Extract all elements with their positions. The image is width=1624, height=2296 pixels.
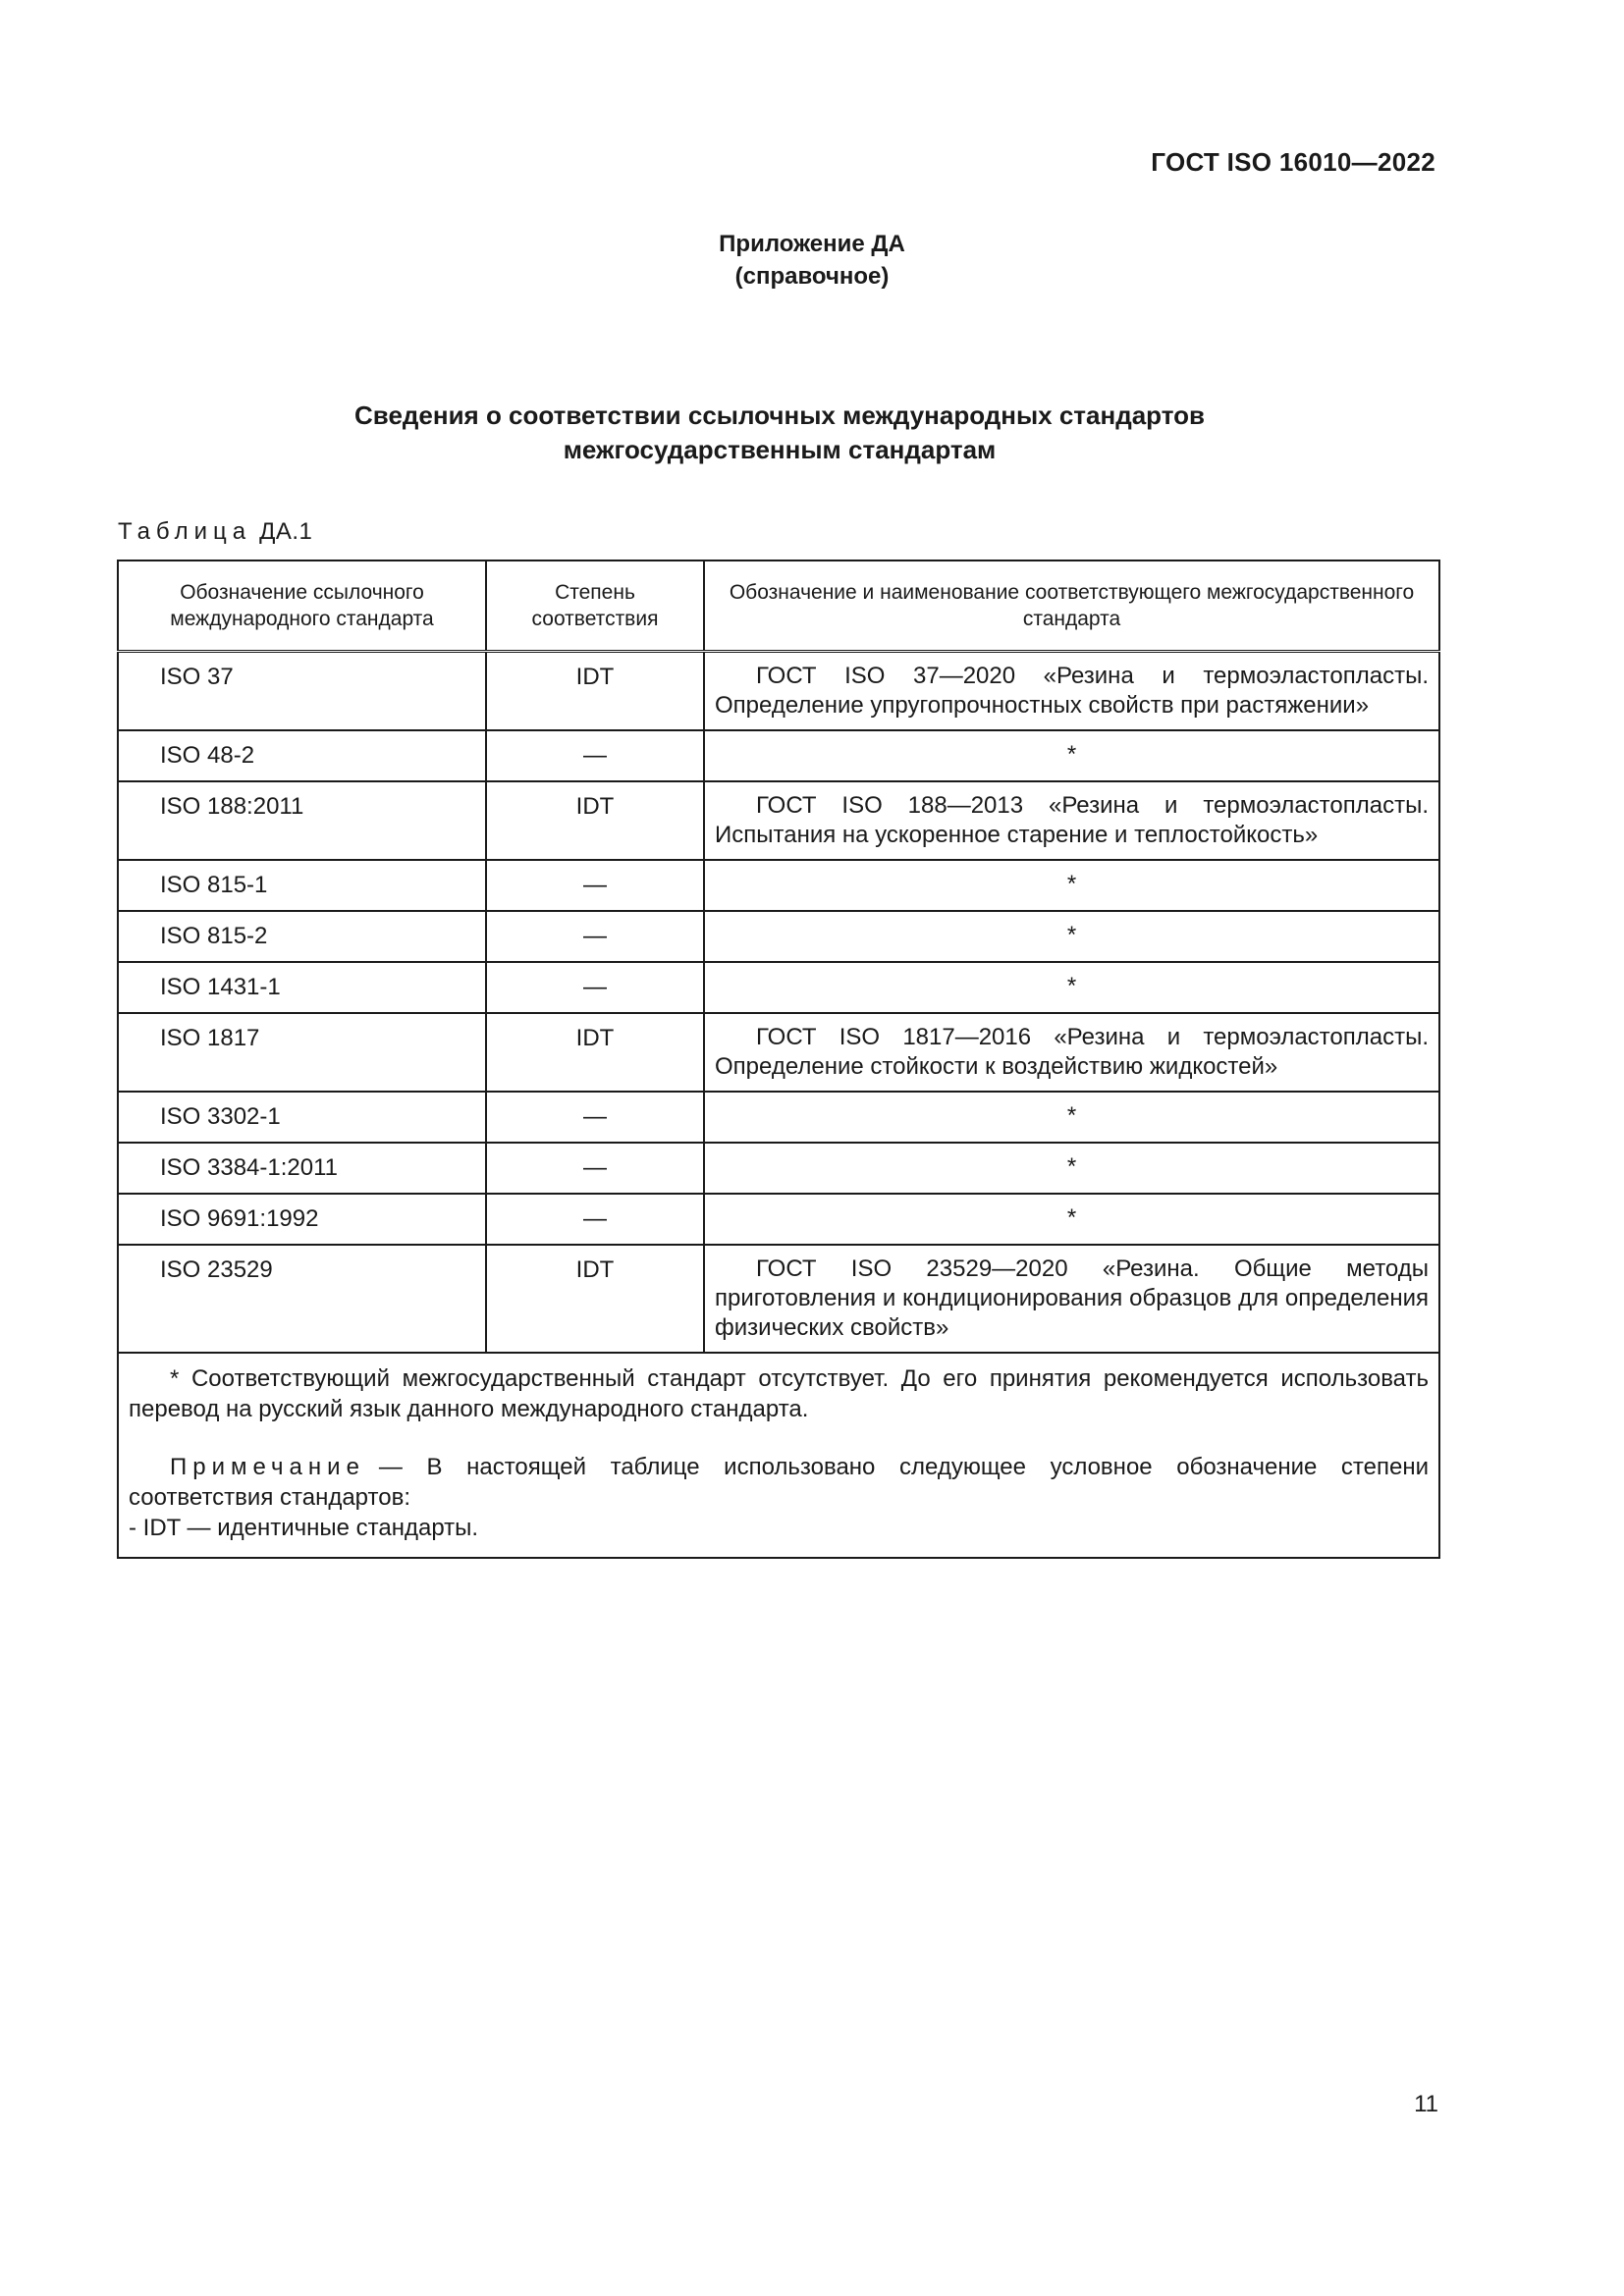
degree-cell: — bbox=[486, 1143, 704, 1194]
table-row bbox=[118, 1013, 1439, 1092]
gost-cell bbox=[704, 1013, 1439, 1092]
table-row bbox=[118, 1092, 1439, 1143]
appendix-kind: (справочное) bbox=[734, 263, 890, 290]
degree-cell: — bbox=[486, 1092, 704, 1143]
standard-code-header: ГОСТ ISO 16010—2022 bbox=[1151, 147, 1435, 177]
table-row bbox=[118, 1143, 1439, 1194]
note-paragraph bbox=[129, 1452, 1429, 1513]
note-text: — В настоящей таблице использовано следующее условное обозначение степени соответствия стандартов: bbox=[129, 1454, 1429, 1511]
header-iso-designation: Обозначение ссылочного международного стандарта bbox=[118, 561, 486, 652]
iso-cell: ISO 815-2 bbox=[118, 911, 486, 962]
gost-cell: * bbox=[704, 730, 1439, 781]
iso-cell: ISO 3302-1 bbox=[118, 1092, 486, 1143]
table-row bbox=[118, 1194, 1439, 1245]
gost-cell bbox=[704, 652, 1439, 731]
gost-cell: * bbox=[704, 1194, 1439, 1245]
iso-cell: ISO 48-2 bbox=[118, 730, 486, 781]
iso-cell: ISO 37 bbox=[118, 652, 486, 731]
iso-cell: ISO 23529 bbox=[118, 1245, 486, 1353]
degree-cell: IDT bbox=[486, 781, 704, 860]
table-row bbox=[118, 962, 1439, 1013]
gost-text: ГОСТ ISO 188—2013 «Резина и термоэластопласты. Испытания на ускоренное старение и теплостойкость» bbox=[715, 792, 1429, 848]
gost-cell: * bbox=[704, 1092, 1439, 1143]
table-row bbox=[118, 730, 1439, 781]
table-row bbox=[118, 860, 1439, 911]
iso-cell: ISO 9691:1992 bbox=[118, 1194, 486, 1245]
gost-text: ГОСТ ISO 37—2020 «Резина и термоэластопласты. Определение упругопрочностных свойств при растяжении» bbox=[715, 663, 1429, 719]
gost-cell: * bbox=[704, 860, 1439, 911]
header-degree-of-conformity: Степень соответствия bbox=[486, 561, 704, 652]
table-caption-word: Таблица bbox=[118, 518, 252, 545]
gost-cell: * bbox=[704, 911, 1439, 962]
gost-cell: * bbox=[704, 962, 1439, 1013]
gost-text: ГОСТ ISO 23529—2020 «Резина. Общие методы приготовления и кондиционирования образцов для определения физических свойств» bbox=[715, 1255, 1429, 1341]
iso-cell: ISO 3384-1:2011 bbox=[118, 1143, 486, 1194]
table-caption-number: ДА.1 bbox=[259, 518, 313, 545]
gost-cell: * bbox=[704, 1143, 1439, 1194]
degree-cell: — bbox=[486, 962, 704, 1013]
footnote-text: * Соответствующий межгосударственный стандарт отсутствует. До его принятия рекомендуется использовать перевод на русский язык данного международного стандарта. bbox=[129, 1365, 1429, 1422]
iso-cell: ISO 1431-1 bbox=[118, 962, 486, 1013]
appendix-heading bbox=[0, 228, 1624, 293]
table-header-row bbox=[118, 561, 1439, 652]
header-interstate-standard: Обозначение и наименование соответствующего межгосударственного стандарта bbox=[704, 561, 1439, 652]
footnote-cell bbox=[118, 1353, 1439, 1558]
appendix-title: Приложение ДА bbox=[719, 231, 905, 257]
degree-cell: — bbox=[486, 730, 704, 781]
page-number: 11 bbox=[1414, 2091, 1438, 2117]
table-footnote-row bbox=[118, 1353, 1439, 1558]
document-title-line-2: межгосударственным стандартам bbox=[563, 435, 997, 464]
iso-cell: ISO 1817 bbox=[118, 1013, 486, 1092]
table-row bbox=[118, 781, 1439, 860]
note-label: Примечание bbox=[170, 1454, 365, 1480]
degree-cell: — bbox=[486, 1194, 704, 1245]
degree-cell: IDT bbox=[486, 1013, 704, 1092]
table-row bbox=[118, 1245, 1439, 1353]
table-row bbox=[118, 911, 1439, 962]
document-title bbox=[0, 399, 1559, 467]
table-caption bbox=[118, 518, 312, 546]
table-container bbox=[117, 560, 1438, 1559]
reference-standards-table bbox=[117, 560, 1440, 1559]
degree-cell: IDT bbox=[486, 1245, 704, 1353]
note-list-item: - IDT — идентичные стандарты. bbox=[129, 1515, 479, 1541]
degree-cell: — bbox=[486, 911, 704, 962]
gost-cell bbox=[704, 1245, 1439, 1353]
table-row bbox=[118, 652, 1439, 731]
degree-cell: IDT bbox=[486, 652, 704, 731]
gost-cell bbox=[704, 781, 1439, 860]
gost-text: ГОСТ ISO 1817—2016 «Резина и термоэластопласты. Определение стойкости к воздействию жидкостей» bbox=[715, 1024, 1429, 1080]
degree-cell: — bbox=[486, 860, 704, 911]
iso-cell: ISO 188:2011 bbox=[118, 781, 486, 860]
document-title-line-1: Сведения о соответствии ссылочных международных стандартов bbox=[354, 400, 1205, 430]
iso-cell: ISO 815-1 bbox=[118, 860, 486, 911]
